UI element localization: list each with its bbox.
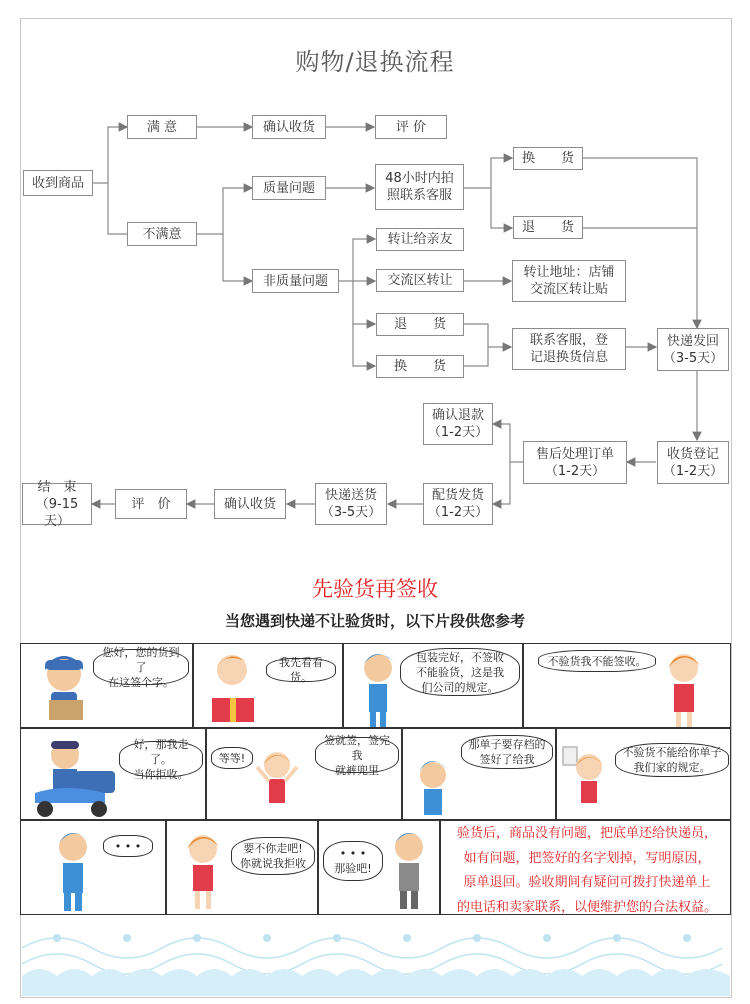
advice-text: 验货后，商品没有问题，把底单还给快递员， 如有问题，把签好的名字划掉，写明原因， 原单退回。验收期间有疑问可拨打快递单上 的电话和卖家联系，以便维护您的合法权益。 (456, 826, 717, 915)
node-review-2: 评 价 (115, 489, 187, 519)
courier-figure-2 (354, 646, 404, 728)
customer-figure-4 (559, 731, 613, 820)
node-confirm-receipt: 确认收货 (252, 115, 326, 139)
lace-decoration (22, 918, 730, 996)
comic-panel-6 (206, 728, 402, 820)
speech-bubble-2: 我先看看货。 (266, 658, 336, 682)
node-receive: 收到商品 (23, 170, 93, 196)
node-contact-48h: 48小时内拍 照联系客服 (375, 164, 464, 210)
customer-figure-5 (175, 823, 229, 915)
comic-panel-1 (20, 643, 193, 728)
node-pack-ship: 配货发货 （1-2天） (423, 483, 493, 525)
node-exchange: 换 货 (513, 147, 583, 170)
courier-figure-5 (383, 823, 437, 915)
node-unsatisfied: 不满意 (127, 222, 197, 246)
comic-panel-3 (343, 643, 523, 728)
node-quality-issue: 质量问题 (252, 176, 326, 200)
customer-figure-3 (247, 731, 307, 820)
courier-scooter (25, 731, 121, 820)
speech-bubble-9: • • • (103, 835, 153, 857)
node-review: 评 价 (375, 115, 447, 139)
speech-bubble-11: • • • 那验吧! (323, 841, 383, 881)
comic-panel-5 (20, 728, 206, 820)
node-contact-register: 联系客服，登 记退换货信息 (512, 328, 626, 370)
speech-bubble-6a: 等等! (211, 747, 253, 769)
comic-heading: 先验货再签收 (312, 577, 438, 601)
courier-figure-3 (407, 731, 457, 820)
customer-figure-2 (654, 646, 714, 728)
courier-figure-4 (45, 823, 105, 915)
node-transfer-address: 转让地址：店铺 交流区转让贴 (512, 260, 626, 302)
node-exchange-2: 换 货 (376, 355, 464, 378)
node-transfer-friend: 转让给亲友 (376, 228, 464, 251)
node-express-send: 快递送货 （3-5天） (315, 483, 387, 525)
speech-bubble-8: 不验货不能给你单子 我们家的规定。 (615, 743, 729, 777)
comic-panel-9 (20, 820, 166, 915)
speech-bubble-4: 不验货我不能签收。 (538, 650, 656, 672)
node-refund-2: 退 货 (376, 313, 464, 336)
node-non-quality-issue: 非质量问题 (252, 269, 339, 293)
comic-panel-10 (166, 820, 318, 915)
comic-subheading: 当您遇到快递不让验货时，以下片段供您参考 (224, 612, 525, 630)
node-refund: 退 货 (513, 216, 583, 239)
comic-panel-4 (523, 643, 731, 728)
speech-bubble-6b: 签就签，签完我 就裤兜里 (315, 737, 399, 773)
speech-bubble-3: 包装完好，不签收 不能验货，这是我 们公司的规定。 (400, 648, 520, 696)
comic-panel-11 (318, 820, 440, 915)
page-title: 购物/退换流程 (295, 48, 455, 76)
node-confirm-receipt-2: 确认收货 (214, 489, 286, 519)
comic-panel-7 (402, 728, 556, 820)
courier-figure (31, 646, 101, 728)
speech-bubble-7: 那单子要存档的 签好了给我 (461, 735, 553, 769)
node-satisfied: 满 意 (127, 115, 197, 139)
speech-bubble-1: 您好，您的货到了 在这签个字。 (93, 649, 189, 685)
node-after-sale: 售后处理订单 （1-2天） (523, 441, 627, 484)
comic-panel-8 (556, 728, 731, 820)
comic-panel-2 (193, 643, 343, 728)
speech-bubble-5: 好，那我走了。 当你拒收。 (119, 741, 203, 777)
customer-figure (204, 646, 264, 728)
speech-bubble-10: 要不你走吧! 你就说我拒收 (231, 837, 315, 875)
node-express-return: 快递发回 （3-5天） (657, 328, 729, 371)
node-confirm-refund: 确认退款 （1-2天） (423, 403, 493, 445)
node-receive-register: 收货登记 （1-2天） (657, 441, 729, 484)
node-exchange-area: 交流区转让 (376, 269, 464, 292)
node-end: 结 束 （9-15天） (22, 483, 92, 525)
